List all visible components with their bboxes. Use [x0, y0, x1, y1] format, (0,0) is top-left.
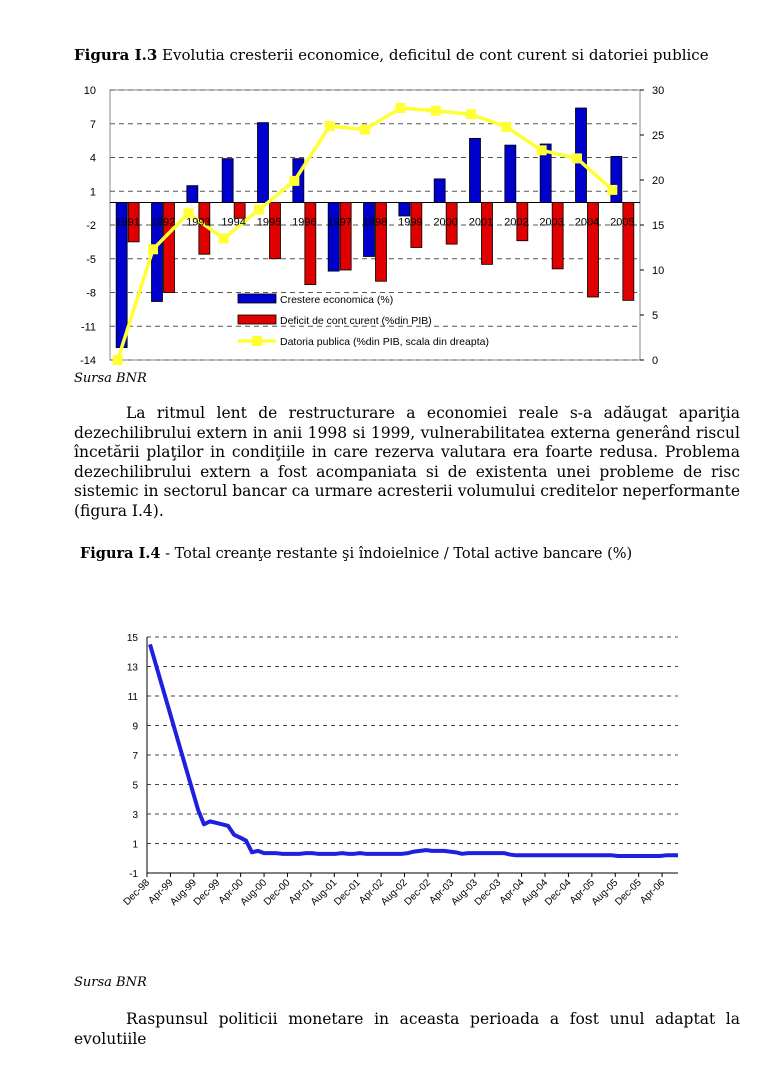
x-tick-label: Aug-01 [308, 877, 340, 908]
y-tick-left-label: -5 [86, 253, 96, 266]
bar-crestere-economica [258, 123, 269, 203]
figure-3-source: Sursa BNR [74, 371, 147, 386]
figure-4-label: Figura I.4 [80, 545, 161, 562]
x-tick-label: Apr-05 [567, 877, 597, 907]
marker-datoria-publica [501, 122, 511, 132]
marker-datoria-publica [254, 205, 264, 215]
x-category-label: 2003 [539, 216, 564, 229]
x-category-label: 1997 [327, 216, 352, 229]
y-tick-label: 3 [132, 810, 138, 821]
x-tick-label: Apr-00 [216, 877, 246, 907]
x-category-label: 1994 [221, 216, 246, 229]
figure-4-title: - Total creanţe restante şi îndoielnice / Total active bancare (%) [160, 546, 633, 562]
bar-crestere-economica [611, 156, 622, 202]
x-tick-label: Apr-01 [287, 877, 317, 907]
y-tick-left-label: -8 [86, 287, 96, 300]
x-tick-label: Dec-04 [542, 877, 574, 908]
legend-swatch-datoria-marker [252, 336, 262, 346]
chart-figure-4 [0, 620, 768, 960]
x-category-label: 1998 [362, 216, 388, 229]
line-creante-restante [150, 644, 678, 856]
x-category-label: 2005 [610, 216, 635, 229]
x-tick-label: Apr-04 [497, 877, 527, 907]
y-tick-label: 15 [126, 633, 138, 644]
x-tick-label: Aug-02 [379, 877, 410, 908]
y-tick-right-label: 15 [652, 220, 665, 232]
bar-crestere-economica [399, 203, 410, 217]
marker-datoria-publica [113, 355, 123, 365]
x-tick-label: Aug-05 [589, 877, 621, 908]
chart-figure-3 [0, 80, 768, 380]
x-category-label: 1996 [292, 216, 317, 229]
bar-crestere-economica [187, 186, 198, 203]
marker-datoria-publica [572, 153, 582, 163]
legend-label-crestere: Crestere economica (%) [280, 294, 394, 306]
bar-crestere-economica [328, 203, 339, 272]
y-tick-label: 1 [132, 839, 138, 851]
y-tick-label: 5 [132, 780, 138, 792]
body-paragraph-1 [74, 404, 740, 521]
bar-deficit-cont-curent [376, 203, 387, 282]
marker-datoria-publica [431, 106, 441, 116]
x-tick-label: Dec-99 [191, 877, 223, 908]
figure-4-caption [80, 545, 632, 563]
bar-deficit-cont-curent [305, 203, 316, 285]
marker-datoria-publica [607, 185, 617, 195]
bar-crestere-economica [470, 138, 481, 202]
y-tick-left-label: 7 [89, 118, 96, 131]
x-tick-label: Dec-05 [613, 877, 644, 908]
y-tick-left-label: -14 [80, 355, 96, 367]
x-category-label: 2004 [574, 216, 600, 229]
y-tick-right-label: 20 [652, 175, 665, 187]
legend-swatch-crestere [238, 294, 276, 303]
y-tick-right-label: 5 [652, 310, 659, 322]
x-category-label: 1991 [115, 216, 140, 229]
y-tick-right-label: 10 [652, 265, 665, 277]
y-tick-label: 7 [132, 751, 138, 762]
paragraph-1-text: La ritmul lent de restructurare a economiei reale s-a adăugat apariţia dezechilibrului extern in anii 1998 si 1999, vulnerabilitatea externa generând riscul încetării plaţilor in condiţiile in care rezerva valutara era foarte redusa. Problema dezechilibrului extern a fost acompaniata si de existenta unei probleme de risc sistemic in sectorul bancar ca urmare acresterii volumului creditelor neperformante (figura I.4). [74, 404, 740, 520]
y-tick-left-label: 4 [89, 152, 96, 165]
y-tick-left-label: 10 [83, 85, 96, 97]
x-tick-label: Apr-02 [357, 877, 387, 907]
bar-crestere-economica [222, 159, 233, 203]
y-tick-right-label: 0 [652, 355, 659, 367]
figure-4-source: Sursa BNR [74, 975, 147, 990]
x-tick-label: Apr-03 [427, 877, 457, 907]
x-tick-label: Aug-04 [519, 877, 551, 908]
x-tick-label: Aug-00 [238, 877, 270, 908]
y-tick-label: -1 [129, 869, 138, 880]
marker-datoria-publica [325, 121, 335, 131]
body-paragraph-2 [74, 1010, 740, 1049]
bar-crestere-economica [364, 203, 375, 257]
x-tick-label: Dec-00 [262, 877, 293, 908]
legend-label-deficit: Deficit de cont curent (%din PIB) [280, 315, 432, 327]
y-tick-left-label: -2 [86, 220, 96, 232]
marker-datoria-publica [148, 244, 158, 254]
x-category-label: 2001 [468, 216, 494, 229]
bar-crestere-economica [505, 145, 516, 202]
y-tick-right-label: 25 [652, 130, 665, 142]
figure-3-label: Figura I.3 [74, 46, 158, 64]
bar-deficit-cont-curent [340, 203, 351, 271]
x-tick-label: Apr-99 [146, 877, 176, 907]
legend-swatch-deficit [238, 315, 276, 324]
x-tick-label: Dec-98 [121, 877, 153, 908]
x-category-label: 2002 [504, 216, 529, 229]
x-tick-label: Dec-03 [472, 877, 504, 908]
y-tick-label: 9 [132, 721, 138, 733]
marker-datoria-publica [537, 145, 547, 155]
bar-deficit-cont-curent [270, 203, 281, 259]
x-category-label: 1999 [398, 216, 423, 229]
y-tick-left-label: 1 [89, 186, 96, 199]
figure-3-caption [74, 46, 740, 64]
x-category-label: 1995 [256, 216, 282, 229]
x-category-label: 2000 [433, 216, 458, 229]
x-tick-label: Dec-01 [332, 877, 363, 908]
x-category-label: 1992 [150, 216, 176, 229]
x-tick-label: Apr-06 [638, 877, 668, 907]
bar-deficit-cont-curent [482, 203, 493, 265]
x-tick-label: Aug-99 [168, 877, 199, 908]
y-tick-label: 13 [126, 662, 138, 674]
marker-datoria-publica [466, 109, 476, 119]
y-tick-right-label: 30 [652, 85, 665, 97]
marker-datoria-publica [395, 103, 405, 113]
figure-3-title: Evolutia cresterii economice, deficitul de cont curent si datoriei publice [162, 46, 709, 64]
paragraph-2-text: Raspunsul politicii monetare in aceasta perioada a fost unul adaptat la evolutiile [74, 1010, 740, 1048]
legend-label-datoria: Datoria publica (%din PIB, scala din dreapta) [280, 336, 489, 348]
marker-datoria-publica [360, 125, 370, 135]
bar-crestere-economica [434, 179, 445, 203]
y-tick-label: 11 [127, 692, 138, 703]
marker-datoria-publica [289, 176, 299, 186]
x-tick-label: Dec-02 [402, 877, 434, 908]
y-tick-left-label: -11 [80, 321, 96, 334]
x-tick-label: Aug-03 [449, 877, 480, 908]
bar-deficit-cont-curent [552, 203, 563, 269]
marker-datoria-publica [219, 234, 229, 244]
x-category-label: 1993 [186, 216, 211, 229]
